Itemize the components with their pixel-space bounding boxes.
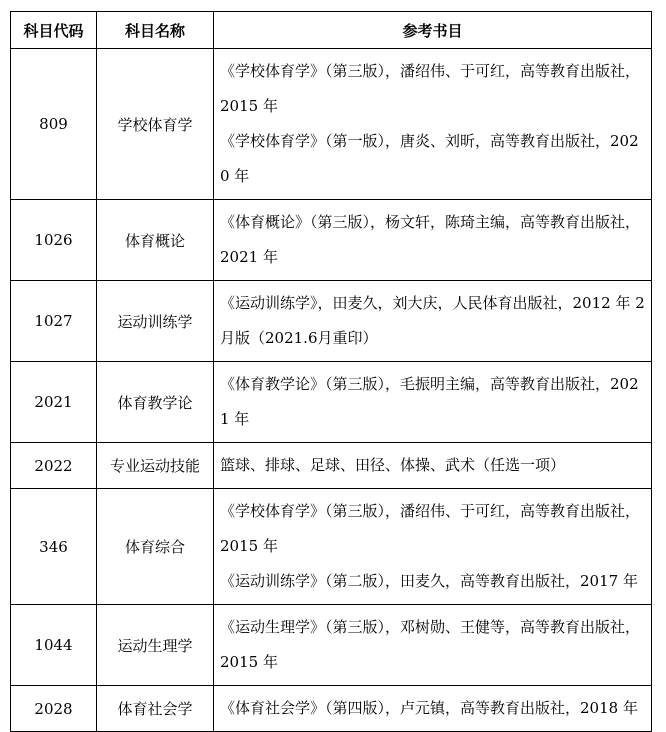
table-row	[11, 605, 652, 686]
reference-books-cell	[214, 489, 652, 605]
reference-books-cell	[214, 362, 652, 443]
subject-code-cell: 1027	[11, 281, 97, 362]
reference-book-entry: 《运动训练学》（第二版），田麦久，高等教育出版社，2017 年	[220, 572, 638, 590]
reference-books-cell	[214, 49, 652, 200]
subject-code-cell: 2022	[11, 443, 97, 489]
subject-code-cell: 1026	[11, 200, 97, 281]
reference-book-entry: 《学校体育学》（第三版），潘绍伟、于可红，高等教育出版社，2015 年	[220, 62, 641, 115]
subject-name-cell: 体育教学论	[97, 362, 214, 443]
subject-name-cell: 专业运动技能	[97, 443, 214, 489]
table-body	[11, 49, 652, 732]
reference-books-cell	[214, 281, 652, 362]
table-row	[11, 489, 652, 605]
table-header-row	[11, 12, 652, 49]
subject-name-cell: 学校体育学	[97, 49, 214, 200]
reference-book-entry: 《体育概论》（第三版），杨文轩，陈琦主编，高等教育出版社，2021 年	[220, 213, 641, 266]
table-row	[11, 686, 652, 732]
reference-books-cell	[214, 605, 652, 686]
reference-books-table	[10, 11, 652, 732]
table-row	[11, 362, 652, 443]
reference-books-cell	[214, 200, 652, 281]
reference-book-entry: 《体育教学论》（第三版），毛振明主编，高等教育出版社，2021 年	[220, 375, 639, 428]
subject-code-cell: 1044	[11, 605, 97, 686]
header-reference-books: 参考书目	[214, 12, 652, 49]
subject-name-cell: 运动生理学	[97, 605, 214, 686]
reference-book-entry: 《学校体育学》（第一版），唐炎、刘昕，高等教育出版社，2020 年	[220, 132, 639, 185]
reference-book-entry: 《体育社会学》（第四版），卢元镇，高等教育出版社，2018 年	[220, 699, 638, 717]
subject-code-cell: 2021	[11, 362, 97, 443]
header-subject-code: 科目代码	[11, 12, 97, 49]
subject-name-cell: 体育综合	[97, 489, 214, 605]
subject-name-cell: 体育概论	[97, 200, 214, 281]
reference-book-entry: 《学校体育学》（第三版），潘绍伟、于可红，高等教育出版社，2015 年	[220, 502, 641, 555]
table-row	[11, 443, 652, 489]
subject-name-cell: 运动训练学	[97, 281, 214, 362]
reference-books-cell	[214, 443, 652, 489]
table-row	[11, 49, 652, 200]
reference-book-entry: 篮球、排球、足球、田径、体操、武术（任选一项）	[220, 456, 566, 474]
header-subject-name: 科目名称	[97, 12, 214, 49]
reference-book-entry: 《运动生理学》（第三版），邓树勋、王健等，高等教育出版社，2015 年	[220, 618, 641, 671]
subject-code-cell: 2028	[11, 686, 97, 732]
reference-book-entry: 《运动训练学》，田麦久，刘大庆，人民体育出版社，2012 年 2 月版（2021.6月重印）	[220, 294, 645, 347]
table-row	[11, 200, 652, 281]
subject-code-cell: 809	[11, 49, 97, 200]
subject-code-cell: 346	[11, 489, 97, 605]
subject-name-cell: 体育社会学	[97, 686, 214, 732]
reference-books-cell	[214, 686, 652, 732]
table-row	[11, 281, 652, 362]
